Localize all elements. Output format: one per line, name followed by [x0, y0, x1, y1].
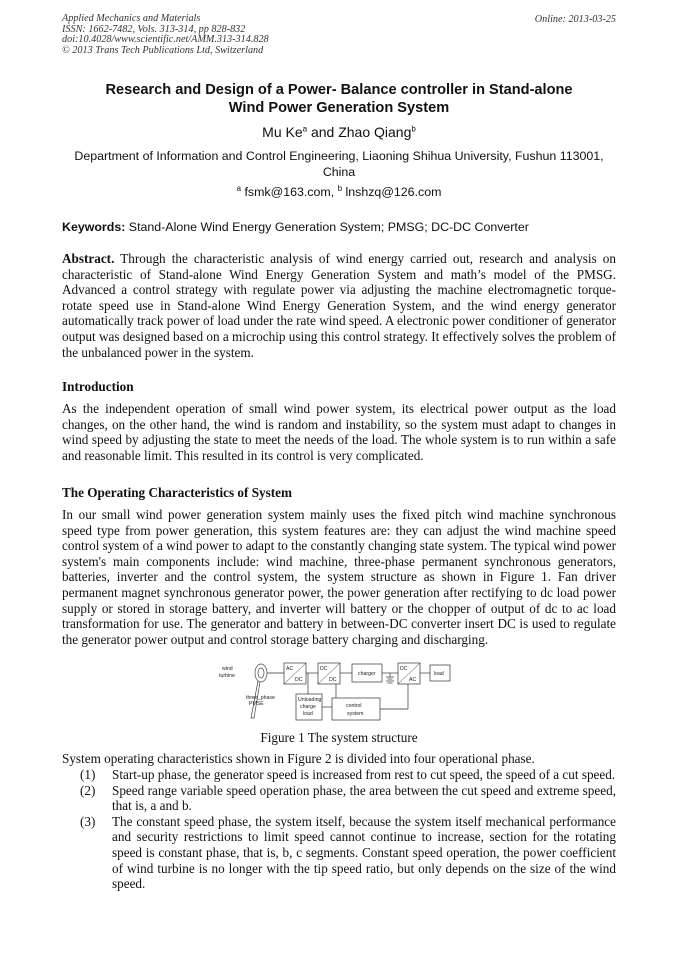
figure-caption: Figure 1 The system structure	[260, 730, 418, 745]
phase-list	[62, 767, 616, 892]
section-heading: The Operating Characteristics of System	[62, 485, 293, 500]
keywords-label: Keywords:	[62, 220, 126, 234]
title-line-1: Research and Design of a Power- Balance controller in Stand-alone	[105, 82, 573, 98]
issn-line: ISSN: 1662-7482, Vols. 313-314, pp 828-832	[62, 23, 246, 35]
figure2-intro: System operating characteristics shown in Figure 2 is divided into four operational phase.	[62, 751, 535, 766]
doi-line: doi:10.4028/www.scientific.net/AMM.313-314.828	[62, 34, 269, 46]
list-item	[62, 783, 616, 814]
copyright-line: © 2013 Trans Tech Publications Ltd, Switzerland	[62, 44, 264, 56]
author-2-sup: b	[411, 124, 416, 134]
list-item	[62, 814, 616, 892]
author-and: and	[307, 124, 339, 140]
title-line-2: Wind Power Generation System	[228, 99, 450, 116]
author-1-sup: a	[302, 124, 308, 134]
unloading-load-box	[296, 694, 322, 720]
control-label-2: system	[347, 711, 364, 717]
online-date: Online: 2013-03-25	[534, 14, 616, 25]
abstract	[62, 251, 616, 360]
list-item-number: (2)	[80, 782, 96, 798]
wind-label-2: turbine	[219, 673, 235, 679]
unloading-label-3: load	[303, 711, 313, 717]
ac-dc-bottom: DC	[295, 677, 303, 683]
section-text: In our small wind power generation system mainly uses the fixed pitch wind machine synchronous speed type from power generation, this system features are: they can adjust the wind machine speed control system of a wind power to adapt to the constantly changing state system. The typical wind power system's main components include: wind machine, three-phase permanent synchronous generators, batteries, inverter and the control system, the system structure as shown in Figure 1. Fan driver permanent magnet synchronous generator power, the power generation after rectifying to dc load power supply or stored in storage battery, and inverter will battery or the chopper of output of dc to ac load transformation for use. The generator and battery in between-DC converter insert DC is used to regulate the generator power output and control storage battery charging and discharging.	[62, 507, 616, 647]
battery-icon	[386, 673, 394, 683]
author-1: Mu Ke	[262, 124, 303, 140]
affiliation-line-2: China	[322, 164, 356, 179]
load-box	[430, 665, 450, 681]
dc-ac-bottom: AC	[409, 677, 417, 683]
keywords	[62, 220, 616, 234]
journal-header	[62, 14, 269, 56]
email-a-sup: a	[236, 184, 242, 193]
list-item	[62, 767, 616, 783]
list-item-number: (3)	[80, 813, 96, 829]
pmse-label-1: three_phase	[246, 695, 275, 701]
intro-text: As the independent operation of small wind power system, its electrical power output as the load changes, on the other hand, the wind is random and instability, so the system must adapt to changes in wind speed by adjusting the state to meet the needs of the load. The whole system is to run within a safe and reasonable limit. This resulted in its control is very complicated.	[62, 401, 616, 463]
author-emails	[62, 184, 616, 199]
unloading-label-2: charge	[300, 704, 316, 710]
affiliation-line-1: Department of Information and Control Engineering, Liaoning Shihua University, Fushun 113001,	[74, 149, 604, 163]
email-a: fsmk@163.com,	[241, 185, 338, 200]
dc-dc-converter-box	[318, 663, 340, 684]
email-b-sup: b	[337, 184, 343, 193]
control-system-box	[332, 698, 380, 720]
dc-dc-top: DC	[320, 666, 328, 672]
turbine-rotor-icon	[251, 664, 267, 718]
system-structure-figure	[218, 656, 466, 724]
dc-ac-top: DC	[400, 666, 408, 672]
affiliation	[62, 149, 616, 180]
ac-dc-converter-box	[284, 663, 306, 684]
control-label-1: control	[346, 703, 362, 709]
dc-ac-inverter-box	[398, 663, 420, 684]
intro-heading: Introduction	[62, 379, 134, 394]
wind-label-1: wind	[222, 666, 233, 672]
ac-dc-top: AC	[286, 666, 294, 672]
author-2: Zhao Qiang	[338, 124, 412, 140]
author-list	[62, 124, 616, 140]
list-item-number: (1)	[80, 767, 96, 782]
charger-box	[352, 664, 382, 682]
unloading-label-1: Unloading	[298, 697, 322, 703]
abstract-text: Through the characteristic analysis of wind energy carried out, research and analysis on characteristic of Stand-alone Wind Energy Generation System and math’s model of the PMSG. Advanced a control strategy with regulate power via adjusting the machine electromagnetic torque-rotate speed use in Stand-alone Wind Energy Generation System, and the wind energy generator automatically track power of load under the rate wind speed. A electronic power conditioner of generator output was designed based on a microchip using this control strategy. It effectively solves the problem of the unbalanced power in the system.	[62, 251, 616, 360]
dc-dc-bottom: DC	[329, 677, 337, 683]
email-b: lnshzq@126.com	[342, 185, 442, 200]
pmse-label-2: PMSE	[249, 701, 264, 707]
list-item-text: The constant speed phase, the system itself, because the system itself mechanical performance and security restrictions to limit speed cannot continue to increase, section for the rotating speed is constant phase, that is, b, c segments. Constant speed operation, the power coefficient of wind turbine is no longer with the tip speed ratio, but only depends on the size of the wind speed.	[112, 813, 616, 892]
list-item-text: Speed range variable speed operation phase, the area between the cut speed and extreme speed, that is, a and b.	[112, 782, 616, 814]
paper-title	[62, 82, 616, 117]
keywords-text: Stand-Alone Wind Energy Generation System; PMSG; DC-DC Converter	[125, 220, 529, 234]
charger-label: charger	[358, 671, 376, 677]
journal-name: Applied Mechanics and Materials	[62, 13, 201, 24]
list-item-text: Start-up phase, the generator speed is increased from rest to cut speed, the speed of a cut speed.	[112, 767, 616, 782]
load-label: load	[434, 671, 444, 677]
abstract-label: Abstract.	[62, 251, 115, 266]
